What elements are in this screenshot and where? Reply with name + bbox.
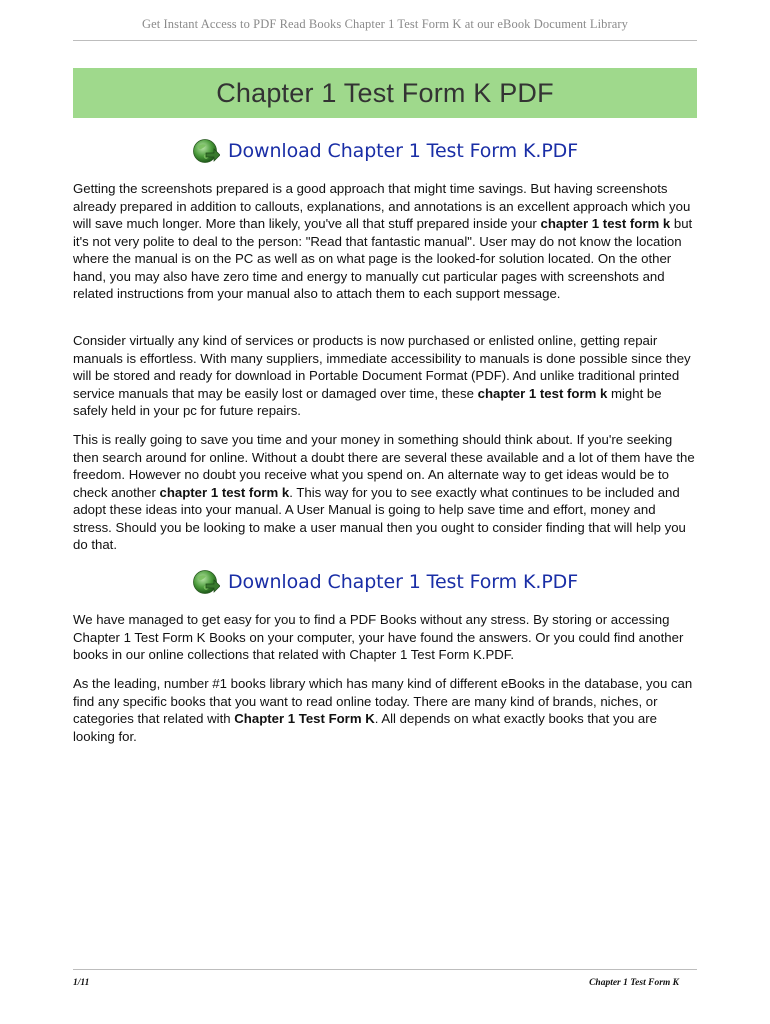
paragraph-2-text-b: might be safely held in your pc for future repairs. bbox=[73, 385, 662, 418]
download-link-label: Download Chapter 1 Test Form K.PDF bbox=[227, 140, 579, 162]
paragraph-1 bbox=[73, 180, 697, 303]
paragraph-3-text-a: This is really going to save you time and your money in something should think about. If you're seeking then search around for online. Without a doubt there are several these available and a lot of them have the freedom. However no doubt you receive what you spend on. An alternate way to get ideas would be to check another bbox=[73, 432, 695, 500]
paragraph-5-text-a: As the leading, number #1 books library which has many kind of different eBooks in the database, you can find any specific books that you want to read online today. There are many kind of brands, niches, or categories that related with bbox=[73, 676, 693, 726]
page-title: Chapter 1 Test Form K PDF bbox=[216, 77, 554, 108]
keyword-bold: chapter 1 test form k bbox=[477, 385, 608, 401]
footer-doc-title: Chapter 1 Test Form K bbox=[589, 978, 679, 988]
header-divider bbox=[73, 40, 697, 41]
download-link-label: Download Chapter 1 Test Form K.PDF bbox=[227, 571, 579, 593]
paragraph-1-text-a: Getting the screenshots prepared is a good approach that might time savings. But having screenshots already prepared in addition to callouts, explanations, and annotations is an excellent approach which you will save much longer. More than likely, you've all that stuff prepared inside your bbox=[73, 181, 691, 231]
paragraph-3 bbox=[73, 431, 697, 554]
globe-arrow-icon bbox=[192, 137, 220, 165]
paragraph-2 bbox=[73, 332, 697, 420]
keyword-bold: chapter 1 test form k bbox=[159, 484, 290, 500]
title-banner bbox=[73, 68, 697, 118]
download-link-top[interactable] bbox=[73, 136, 697, 166]
page-header: Get Instant Access to PDF Read Books Chapter 1 Test Form K at our eBook Document Library bbox=[141, 17, 629, 31]
paragraph-5-text-b: . All depends on what exactly books that you are looking for. bbox=[73, 711, 657, 744]
globe-arrow-icon bbox=[192, 568, 220, 596]
paragraph-4: We have managed to get easy for you to find a PDF Books without any stress. By storing or accessing Chapter 1 Test Form K Books on your computer, your have found the answers. Or you could find another books in our online collections that related with Chapter 1 Test Form K.PDF. bbox=[73, 612, 684, 662]
footer-divider bbox=[73, 969, 697, 970]
paragraph-5 bbox=[73, 675, 697, 745]
keyword-bold: Chapter 1 Test Form K bbox=[234, 711, 375, 726]
paragraph-1-text-b: but it's not very polite to deal to the person: "Read that fantastic manual". User may do not know the location where the manual is on the PC as well as on what page is the looked-for solution located. On the other hand, you may also have zero time and energy to manually cut particular pages with screenshots and related instructions from your manual also to attach them to each support message. bbox=[73, 216, 693, 301]
paragraph-3-text-b: . This way for you to see exactly what continues to be included and adopt these ideas into your manual. A User Manual is going to help save time and effort, money and stress. Should you be looking to make a user manual then you ought to consider finding that will help you do that. bbox=[73, 484, 686, 552]
keyword-bold: chapter 1 test form k bbox=[540, 216, 671, 231]
download-link-bottom[interactable] bbox=[73, 567, 697, 597]
paragraph-2-text-a: Consider virtually any kind of services or products is now purchased or enlisted online, getting repair manuals is effortless. With many suppliers, immediate accessibility to manuals is done possible since they will be stored and ready for download in Portable Document Format (PDF). And unlike traditional printed service manuals that may be easily lost or damaged over time, these bbox=[73, 333, 691, 401]
page-number: 1/11 bbox=[73, 978, 90, 988]
